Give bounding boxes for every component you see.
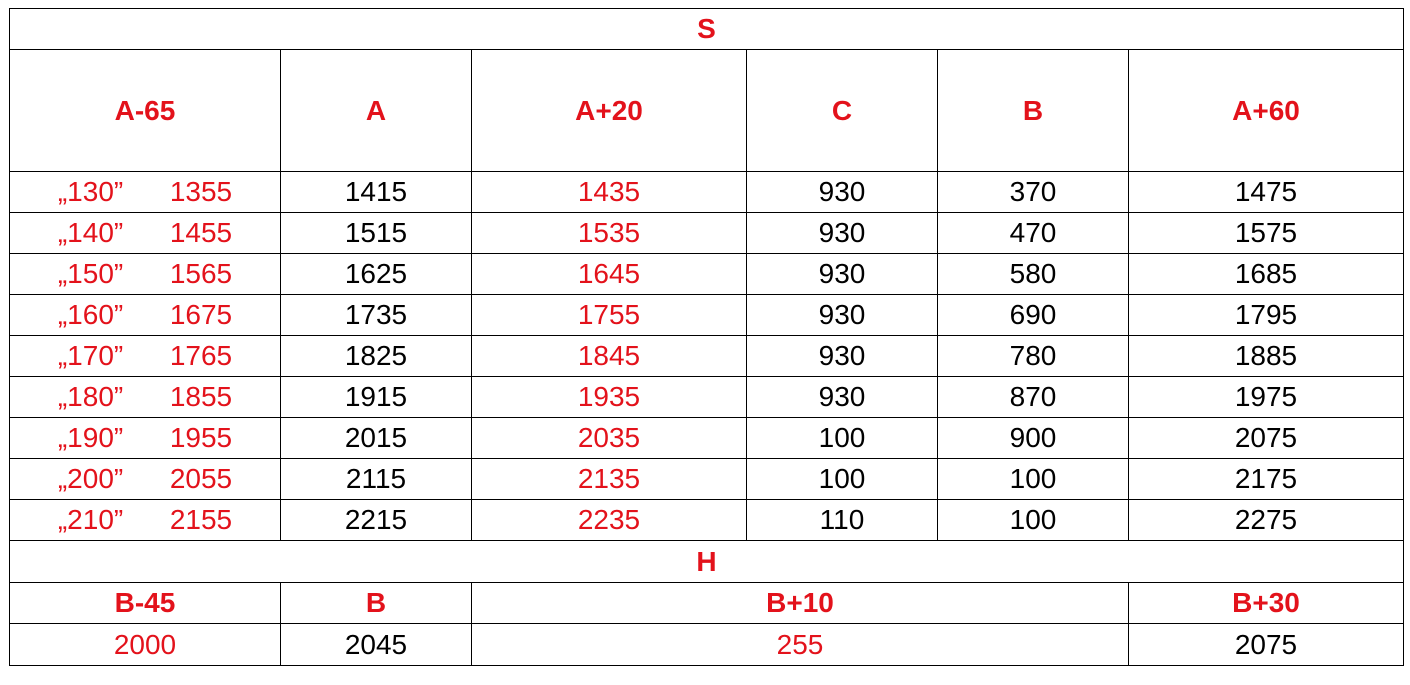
size-label-group bbox=[58, 340, 232, 372]
value-h-b: 2045 bbox=[281, 624, 472, 666]
value-c: 930 bbox=[747, 213, 938, 254]
value-b: 900 bbox=[938, 418, 1129, 459]
header-c: C bbox=[747, 50, 938, 172]
size-label-group bbox=[58, 299, 232, 331]
value-a-minus-65: 1455 bbox=[169, 217, 233, 248]
value-c: 930 bbox=[747, 377, 938, 418]
value-a-minus-65: 2055 bbox=[169, 463, 233, 494]
value-c: 100 bbox=[747, 418, 938, 459]
value-b: 100 bbox=[938, 500, 1129, 541]
s-header-row bbox=[10, 50, 1404, 172]
cell-size-a-minus-65 bbox=[10, 336, 281, 377]
value-a-minus-65: 2155 bbox=[169, 504, 233, 535]
table-row bbox=[10, 500, 1404, 541]
table-row bbox=[10, 172, 1404, 213]
value-a-minus-65: 1675 bbox=[169, 299, 233, 330]
value-b: 870 bbox=[938, 377, 1129, 418]
value-a: 1825 bbox=[281, 336, 472, 377]
h-section-title: H bbox=[10, 541, 1404, 583]
h-title-row bbox=[10, 541, 1404, 583]
value-a-plus-20: 2035 bbox=[472, 418, 747, 459]
value-c: 930 bbox=[747, 254, 938, 295]
header-b-plus-10: B+10 bbox=[472, 583, 1129, 624]
value-a-minus-65: 1355 bbox=[169, 176, 233, 207]
cell-size-a-minus-65 bbox=[10, 254, 281, 295]
value-a-plus-60: 2175 bbox=[1129, 459, 1404, 500]
value-c: 930 bbox=[747, 336, 938, 377]
s-section-title: S bbox=[10, 9, 1404, 50]
header-a-plus-20: A+20 bbox=[472, 50, 747, 172]
size-label-group bbox=[58, 176, 232, 208]
header-a: A bbox=[281, 50, 472, 172]
value-a: 1735 bbox=[281, 295, 472, 336]
value-b: 690 bbox=[938, 295, 1129, 336]
value-a-plus-20: 2135 bbox=[472, 459, 747, 500]
cell-size-a-minus-65 bbox=[10, 295, 281, 336]
value-b-plus-10: 255 bbox=[472, 624, 1129, 666]
value-a-plus-60: 1475 bbox=[1129, 172, 1404, 213]
s-data-rows bbox=[10, 172, 1404, 541]
table-row bbox=[10, 213, 1404, 254]
value-a-plus-60: 1795 bbox=[1129, 295, 1404, 336]
dimension-table bbox=[9, 8, 1404, 666]
value-a-minus-65: 1955 bbox=[169, 422, 233, 453]
dimension-table-container bbox=[9, 8, 1404, 666]
value-b: 100 bbox=[938, 459, 1129, 500]
header-a-plus-60: A+60 bbox=[1129, 50, 1404, 172]
size-label: „160” bbox=[57, 299, 124, 330]
size-label: „200” bbox=[57, 463, 124, 494]
value-a-minus-65: 1855 bbox=[169, 381, 233, 412]
value-a: 2115 bbox=[281, 459, 472, 500]
value-a-plus-60: 1575 bbox=[1129, 213, 1404, 254]
cell-size-a-minus-65 bbox=[10, 172, 281, 213]
h-value-row bbox=[10, 624, 1404, 666]
value-a: 2215 bbox=[281, 500, 472, 541]
size-label: „130” bbox=[57, 176, 124, 207]
size-label: „190” bbox=[57, 422, 124, 453]
value-a-plus-20: 1645 bbox=[472, 254, 747, 295]
value-c: 930 bbox=[747, 172, 938, 213]
value-a-plus-20: 1755 bbox=[472, 295, 747, 336]
value-c: 110 bbox=[747, 500, 938, 541]
value-a-minus-65: 1565 bbox=[169, 258, 233, 289]
value-a-plus-60: 1885 bbox=[1129, 336, 1404, 377]
value-a: 1415 bbox=[281, 172, 472, 213]
h-header-row bbox=[10, 583, 1404, 624]
value-a-plus-20: 1845 bbox=[472, 336, 747, 377]
table-row bbox=[10, 459, 1404, 500]
value-a-plus-20: 2235 bbox=[472, 500, 747, 541]
size-label-group bbox=[58, 217, 232, 249]
cell-size-a-minus-65 bbox=[10, 377, 281, 418]
value-a: 2015 bbox=[281, 418, 472, 459]
value-a: 1915 bbox=[281, 377, 472, 418]
value-b: 580 bbox=[938, 254, 1129, 295]
value-b: 780 bbox=[938, 336, 1129, 377]
table-row bbox=[10, 377, 1404, 418]
cell-size-a-minus-65 bbox=[10, 459, 281, 500]
size-label-group bbox=[58, 422, 232, 454]
size-label-group bbox=[58, 381, 232, 413]
value-a-minus-65: 1765 bbox=[169, 340, 233, 371]
value-a: 1515 bbox=[281, 213, 472, 254]
size-label: „170” bbox=[57, 340, 124, 371]
cell-size-a-minus-65 bbox=[10, 213, 281, 254]
size-label-group bbox=[58, 463, 232, 495]
size-label: „210” bbox=[57, 504, 124, 535]
value-c: 930 bbox=[747, 295, 938, 336]
value-a-plus-20: 1935 bbox=[472, 377, 747, 418]
value-a: 1625 bbox=[281, 254, 472, 295]
value-a-plus-60: 2075 bbox=[1129, 418, 1404, 459]
cell-size-a-minus-65 bbox=[10, 500, 281, 541]
table-row bbox=[10, 295, 1404, 336]
cell-size-a-minus-65 bbox=[10, 418, 281, 459]
value-a-plus-60: 1975 bbox=[1129, 377, 1404, 418]
table-row bbox=[10, 336, 1404, 377]
size-label: „150” bbox=[57, 258, 124, 289]
size-label: „180” bbox=[57, 381, 124, 412]
size-label-group bbox=[58, 504, 232, 536]
header-b-plus-30: B+30 bbox=[1129, 583, 1404, 624]
value-a-plus-60: 2275 bbox=[1129, 500, 1404, 541]
header-b: B bbox=[938, 50, 1129, 172]
value-a-plus-60: 1685 bbox=[1129, 254, 1404, 295]
header-h-b: B bbox=[281, 583, 472, 624]
value-b: 370 bbox=[938, 172, 1129, 213]
size-label-group bbox=[58, 258, 232, 290]
value-a-plus-20: 1535 bbox=[472, 213, 747, 254]
size-label: „140” bbox=[57, 217, 124, 248]
header-b-minus-45: B-45 bbox=[10, 583, 281, 624]
value-c: 100 bbox=[747, 459, 938, 500]
s-title-row bbox=[10, 9, 1404, 50]
value-b-minus-45: 2000 bbox=[10, 624, 281, 666]
header-a-minus-65: A-65 bbox=[10, 50, 281, 172]
value-b-plus-30: 2075 bbox=[1129, 624, 1404, 666]
table-row bbox=[10, 254, 1404, 295]
value-b: 470 bbox=[938, 213, 1129, 254]
value-a-plus-20: 1435 bbox=[472, 172, 747, 213]
table-row bbox=[10, 418, 1404, 459]
